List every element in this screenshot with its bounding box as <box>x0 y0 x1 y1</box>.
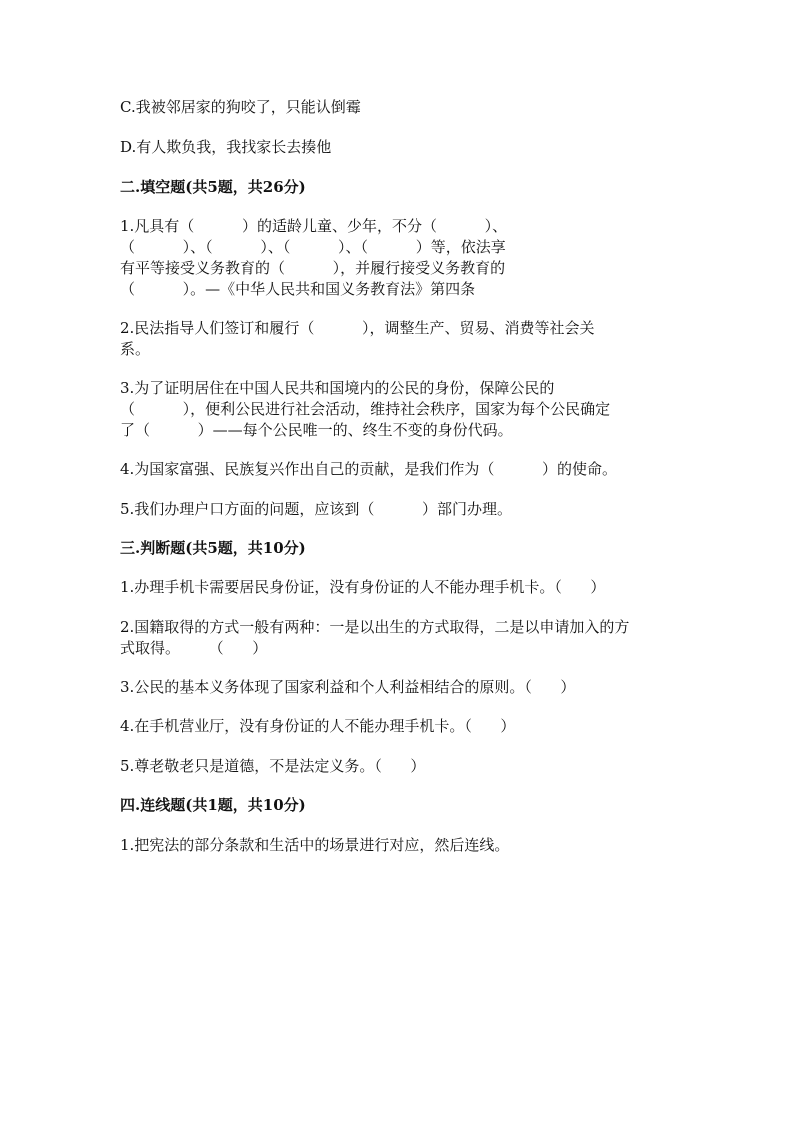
section-heading-fill-blank: 二.填空题(共5题，共26分) <box>120 178 306 196</box>
question-text: 2.国籍取得的方式一般有两种：一是以出生的方式取得，二是以申请加入的方 <box>120 618 630 636</box>
question-text: 5.尊老敬老只是道德，不是法定义务。（ ） <box>120 757 426 775</box>
option-d: D.有人欺负我，我找家长去揍他 <box>120 138 332 156</box>
section-heading-matching: 四.连线题(共1题，共10分) <box>120 796 306 814</box>
question-text: 1.凡具有（ ）的适龄儿童、少年，不分（ ）、 <box>120 217 508 235</box>
question-text: 了（ ）——每个公民唯一的、终生不变的身份代码。 <box>120 421 513 439</box>
question-text: 系。 <box>120 340 151 358</box>
question-text: 5.我们办理户口方面的问题，应该到（ ）部门办理。 <box>120 500 512 518</box>
question-text: 1.把宪法的部分条款和生活中的场景进行对应，然后连线。 <box>120 836 510 854</box>
question-text: 4.为国家富强、民族复兴作出自己的贡献，是我们作为（ ）的使命。 <box>120 460 617 478</box>
question-text: 有平等接受义务教育的（ ），并履行接受义务教育的 <box>120 259 506 277</box>
question-text: （ ）、（ ）、（ ）、（ ）等，依法享 <box>120 238 506 256</box>
question-text: 4.在手机营业厅，没有身份证的人不能办理手机卡。（ ） <box>120 717 516 735</box>
question-text: 3.公民的基本义务体现了国家利益和个人利益相结合的原则。（ ） <box>120 678 576 696</box>
question-text: 式取得。 （ ） <box>120 639 268 657</box>
section-heading-true-false: 三.判断题(共5题，共10分) <box>120 539 306 557</box>
question-text: （ ），便利公民进行社会活动，维持社会秩序，国家为每个公民确定 <box>120 400 611 418</box>
option-c: C.我被邻居家的狗咬了，只能认倒霉 <box>120 98 361 116</box>
question-text: 1.办理手机卡需要居民身份证，没有身份证的人不能办理手机卡。（ ） <box>120 578 606 596</box>
question-text: 3.为了证明居住在中国人民共和国境内的公民的身份，保障公民的 <box>120 379 555 397</box>
question-text: （ ）。—《中华人民共和国义务教育法》第四条 <box>120 280 476 298</box>
question-text: 2.民法指导人们签订和履行（ ），调整生产、贸易、消费等社会关 <box>120 319 595 337</box>
